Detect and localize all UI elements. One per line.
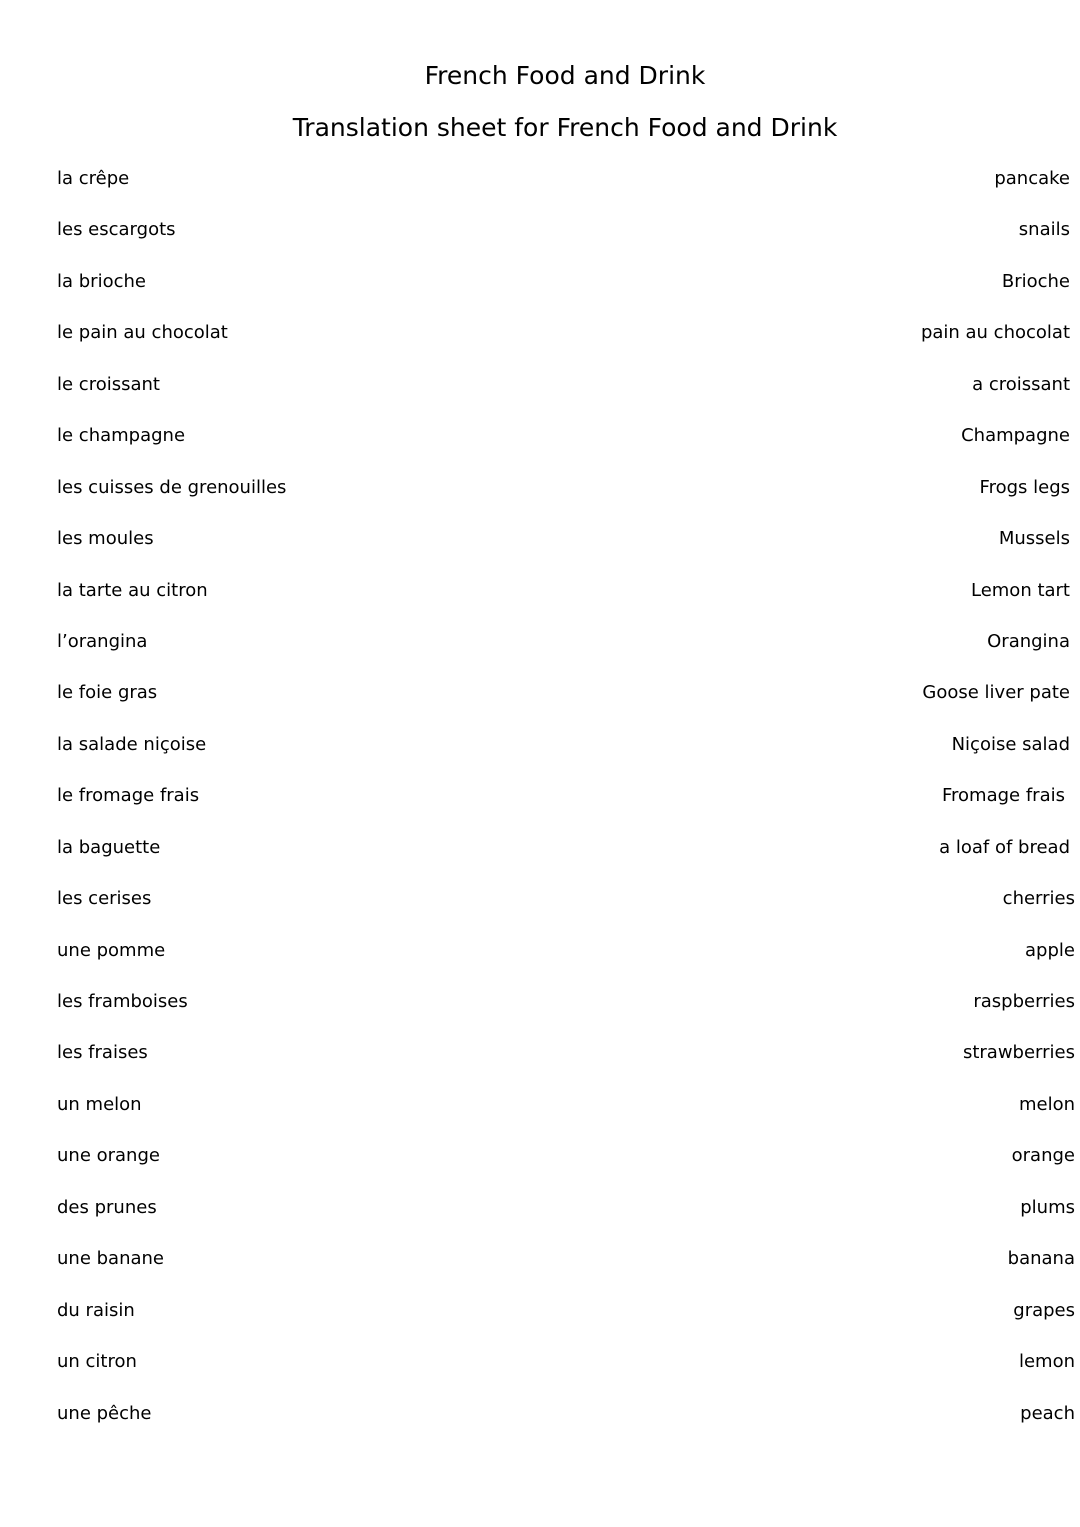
french-term: la brioche [57,270,146,292]
french-term: le pain au chocolat [57,322,228,344]
english-translation: snails [1018,219,1070,241]
vocabulary-row [57,886,1075,937]
english-translation: plums [1020,1196,1075,1218]
french-term: une pomme [57,939,166,961]
english-translation: Frogs legs [979,476,1070,498]
vocabulary-row [57,629,1075,680]
vocabulary-row [57,1401,1075,1452]
english-translation: Mussels [998,528,1070,550]
english-translation: pancake [994,168,1070,189]
french-term: les framboises [57,991,188,1012]
french-term: les fraises [57,1042,148,1064]
french-term: l’orangina [57,630,148,652]
french-term: les cerises [57,888,152,910]
english-translation: a loaf of bread [939,836,1070,858]
english-translation: melon [1018,1093,1075,1115]
vocabulary-row [57,1195,1075,1246]
english-translation: Champagne [961,425,1070,447]
vocabulary-row [57,1349,1075,1400]
french-term: la salade niçoise [57,733,207,755]
english-translation: a croissant [972,373,1070,395]
english-translation: strawberries [962,1042,1075,1064]
vocabulary-row [57,1092,1075,1143]
english-translation: lemon [1018,1351,1075,1373]
french-term: la crêpe [57,168,130,189]
english-translation: Brioche [1001,270,1070,292]
vocabulary-row [57,423,1075,474]
vocabulary-row [57,835,1075,886]
vocabulary-row [57,320,1075,371]
english-translation: cherries [1002,888,1075,910]
vocabulary-row [57,269,1075,320]
vocabulary-row [57,989,1075,1040]
vocabulary-row [57,732,1075,783]
english-translation: pain au chocolat [920,322,1070,344]
french-term: le champagne [57,425,186,447]
french-term: le foie gras [57,682,158,704]
french-term: la baguette [57,836,161,858]
french-term: une orange [57,1145,160,1167]
french-term: un citron [57,1351,137,1373]
vocabulary-row [57,526,1075,577]
vocabulary-row [57,938,1075,989]
vocabulary-row [57,578,1075,629]
english-translation: Goose liver pate [922,682,1070,704]
french-term: la tarte au citron [57,579,208,601]
vocabulary-row [57,475,1075,526]
english-translation: raspberries [973,991,1075,1012]
english-translation: apple [1025,939,1075,961]
french-term: le croissant [57,373,160,395]
french-term: les moules [57,528,154,550]
french-term: un melon [57,1093,142,1115]
french-term: les escargots [57,219,176,241]
english-translation: Fromage frais [942,785,1065,807]
vocabulary-row [57,1040,1075,1091]
french-term: du raisin [57,1299,135,1321]
french-term: les cuisses de grenouilles [57,476,287,498]
vocabulary-row [57,217,1075,268]
english-translation: banana [1007,1248,1075,1270]
vocabulary-list [57,166,1075,1452]
vocabulary-row [57,372,1075,423]
page-title: French Food and Drink [424,61,706,90]
french-term: des prunes [57,1196,157,1218]
french-term: le fromage frais [57,785,200,807]
french-term: une banane [57,1248,164,1270]
vocabulary-row [57,1143,1075,1194]
english-translation: Niçoise salad [951,733,1070,755]
english-translation: Lemon tart [970,579,1070,601]
english-translation: peach [1020,1402,1075,1424]
page-subtitle: Translation sheet for French Food and Drink [292,113,838,142]
vocabulary-row [57,1298,1075,1349]
english-translation: Orangina [987,630,1070,652]
vocabulary-row [57,783,1075,834]
vocabulary-row [57,680,1075,731]
french-term: une pêche [57,1402,152,1424]
english-translation: grapes [1013,1299,1075,1321]
vocabulary-row [57,1246,1075,1297]
vocabulary-row [57,166,1075,217]
english-translation: orange [1011,1145,1075,1167]
